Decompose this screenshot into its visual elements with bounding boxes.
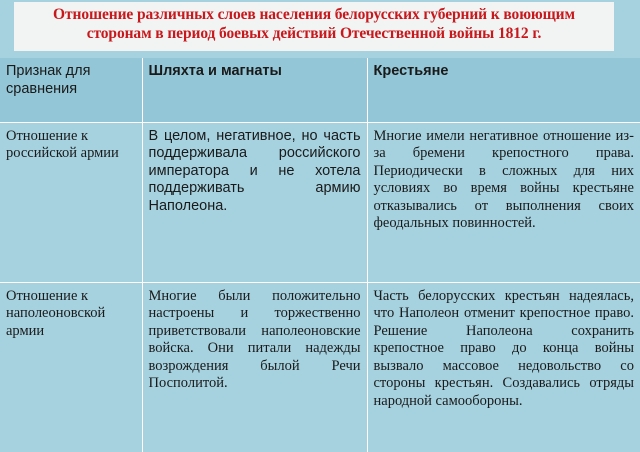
cell-peasants-russian-army: Многие имели негативное отношение из-за бремени крепостного права. Периодически в сложных для них условиях во время войны крестьяне отказывались от выполнения своих феодальных повинностей. (367, 122, 640, 282)
comparison-table (0, 58, 640, 452)
cell-peasants-napoleon-army: Часть белорусских крестьян надеялась, что Наполеон отменит крепостное право. Решение Наполеона сохранить крепостное право до конца войны вызвало массовое недовольство со стороны крестьян. Создавались отряды народной самообороны. (367, 282, 640, 452)
table-row (0, 122, 640, 282)
table-header-row (0, 58, 640, 122)
header-gentry: Шляхта и магнаты (142, 58, 367, 122)
table-row (0, 282, 640, 452)
header-peasants: Крестьяне (367, 58, 640, 122)
cell-gentry-napoleon-army: Многие были положительно настроены и торжественно приветствовали наполеоновские войска. Они питали надежды возрождения былой Речи Посполитой. (142, 282, 367, 452)
row-label-russian-army: Отношение к российской армии (0, 122, 142, 282)
row-label-napoleon-army: Отношение к наполеоновской армии (0, 282, 142, 452)
header-criterion: Признак для сравнения (0, 58, 142, 122)
page-title: Отношение различных слоев населения белорусских губерний к воюющим сторонам в период боевых действий Отечественной войны 1812 г. (53, 6, 575, 42)
title-box (14, 2, 614, 51)
cell-gentry-russian-army: В целом, негативное, но часть поддерживала российского императора и не хотела поддерживать армию Наполеона. (142, 122, 367, 282)
